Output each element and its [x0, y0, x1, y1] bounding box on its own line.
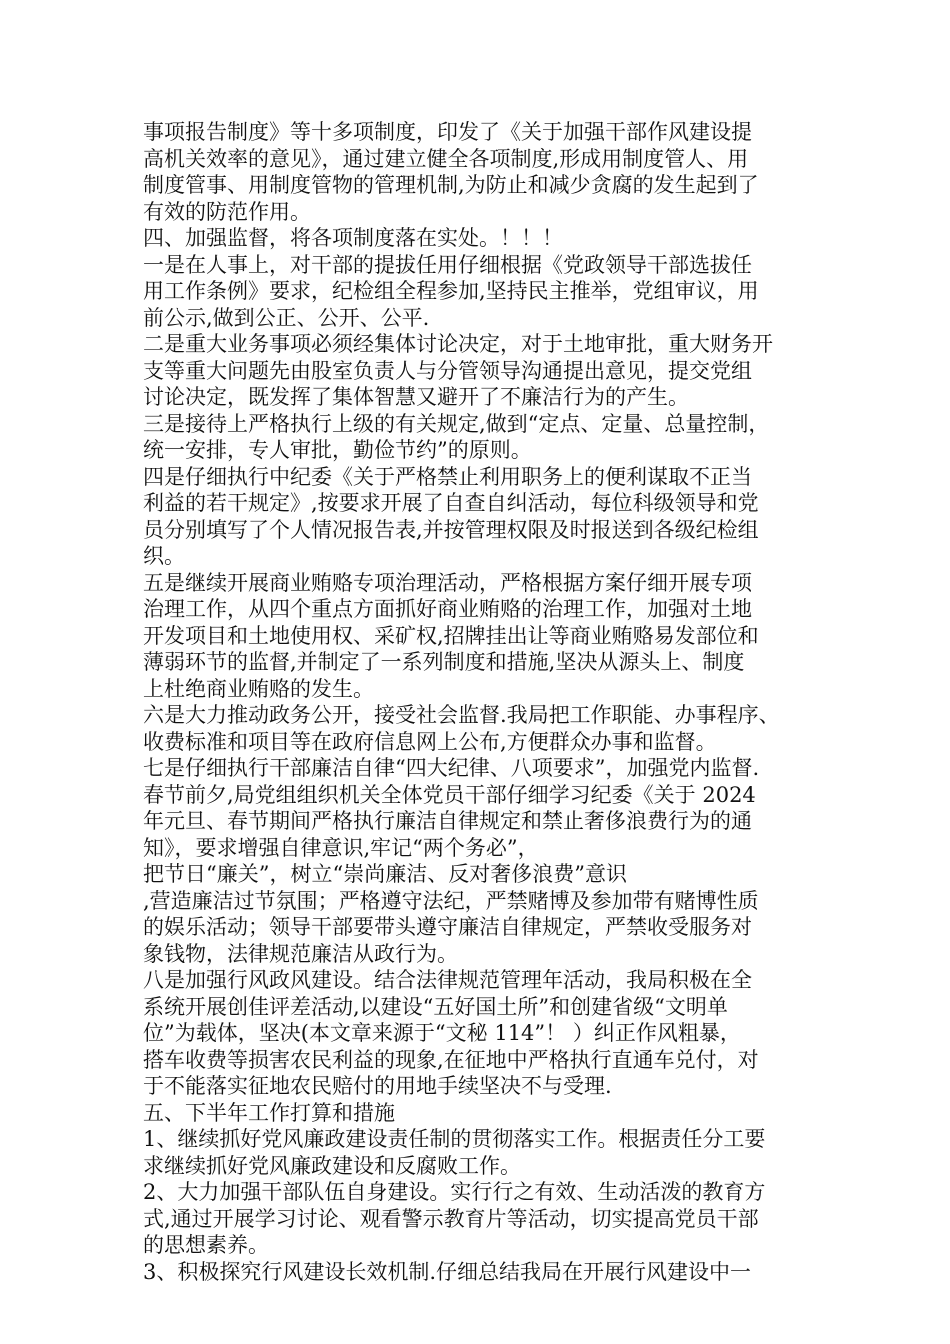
text-line: 系统开展创佳评差活动,以建设“五好国土所”和创建省级“文明单: [143, 994, 728, 1019]
text-line: 位”为载体，坚决(本文章来源于“文秘 114”！ ）纠正作风粗暴，: [143, 1021, 741, 1045]
text-line: 制度管事、用制度管物的管理机制,为防止和减少贪腐的发生起到了: [143, 173, 759, 197]
text-line: 四是仔细执行中纪委《关于严格禁止利用职务上的便利谋取不正当: [143, 464, 752, 489]
document-body: [143, 119, 823, 1285]
text-line: 一是在人事上，对干部的提拔任用仔细根据《党政领导干部选拔任: [143, 252, 752, 277]
text-line: 薄弱环节的监督,并制定了一系列制度和措施,坚决从源头上、制度: [143, 650, 745, 674]
text-line: 员分别填写了个人情况报告表,并按管理权限及时报送到各级纪检组: [143, 517, 759, 542]
text-line: 2、大力加强干部队伍自身建设。实行行之有效、生动活泼的教育方: [143, 1180, 766, 1204]
text-line: 织。: [143, 544, 185, 568]
text-line: 支等重大问题先由股室负责人与分管领导沟通提出意见，提交党组: [143, 358, 752, 383]
text-line: 讨论决定，既发挥了集体智慧又避开了不廉洁行为的产生。: [143, 385, 689, 409]
text-line: 有效的防范作用。: [143, 199, 311, 224]
text-line: 搭车收费等损害农民利益的现象,在征地中严格执行直通车兑付，对: [143, 1047, 759, 1072]
text-line: 1、继续抓好党风廉政建设责任制的贯彻落实工作。根据责任分工要: [143, 1127, 766, 1151]
section-heading: 四、加强监督，将各项制度落在实处。！！！: [143, 226, 563, 250]
section-heading: 五、下半年工作打算和措施: [143, 1100, 395, 1125]
text-line: 年元旦、春节期间严格执行廉洁自律规定和禁止奢侈浪费行为的通: [143, 809, 752, 833]
text-line: 五是继续开展商业贿赂专项治理活动，严格根据方案仔细开展专项: [143, 570, 752, 595]
text-line: 前公示,做到公正、公开、公平.: [143, 305, 430, 330]
text-line: 3、积极探究行风建设长效机制.仔细总结我局在开展行风建设中一: [143, 1259, 752, 1284]
text-line: 七是仔细执行干部廉洁自律“四大纪律、八项要求”，加强党内监督.: [143, 756, 760, 780]
text-line: 治理工作，从四个重点方面抓好商业贿赂的治理工作，加强对土地: [143, 597, 752, 621]
text-line: 开发项目和土地使用权、采矿权,招牌挂出让等商业贿赂易发部位和: [143, 623, 759, 648]
text-line: ,营造廉洁过节氛围；严格遵守法纪，严禁赌博及参加带有赌博性质: [143, 888, 759, 913]
text-line: 求继续抓好党风廉政建设和反腐败工作。: [143, 1153, 521, 1178]
text-line: 的思想素养。: [143, 1233, 269, 1257]
text-line: 用工作条例》要求，纪检组全程参加,坚持民主推举，党组审议，用: [143, 279, 759, 303]
text-line: 式,通过开展学习讨论、观看警示教育片等活动，切实提高党员干部: [143, 1206, 759, 1231]
text-line: 把节日“廉关”，树立“崇尚廉洁、反对奢侈浪费”意识: [143, 862, 627, 886]
text-line: 于不能落实征地农民赔付的用地手续坚决不与受理.: [143, 1074, 612, 1098]
text-line: 春节前夕,局党组组织机关全体党员干部仔细学习纪委《关于 2024: [143, 782, 756, 807]
text-line: 利益的若干规定》,按要求开展了自查自纠活动，每位科级领导和党: [143, 491, 759, 515]
text-line: 三是接待上严格执行上级的有关规定,做到“定点、定量、总量控制，: [143, 411, 770, 436]
text-line: 知》，要求增强自律意识,牢记“两个务必”，: [143, 835, 539, 860]
text-line: 六是大力推动政务公开，接受社会监督.我局把工作职能、办事程序、: [143, 703, 780, 727]
text-line: 二是重大业务事项必须经集体讨论决定，对于土地审批，重大财务开: [143, 332, 773, 356]
text-line: 事项报告制度》等十多项制度，印发了《关于加强干部作风建设提: [143, 120, 752, 144]
text-line: 的娱乐活动；领导干部要带头遵守廉洁自律规定，严禁收受服务对: [143, 915, 752, 939]
text-line: 上杜绝商业贿赂的发生。: [143, 676, 374, 701]
text-line: 象钱物，法律规范廉洁从政行为。: [143, 941, 458, 966]
text-line: 八是加强行风政风建设。结合法律规范管理年活动，我局积极在全: [143, 968, 752, 992]
text-line: 高机关效率的意见》，通过建立健全各项制度,形成用制度管人、用: [143, 146, 749, 171]
text-line: 收费标准和项目等在政府信息网上公布,方便群众办事和监督。: [143, 729, 717, 754]
text-line: 统一安排，专人审批，勤俭节约”的原则。: [143, 438, 532, 462]
